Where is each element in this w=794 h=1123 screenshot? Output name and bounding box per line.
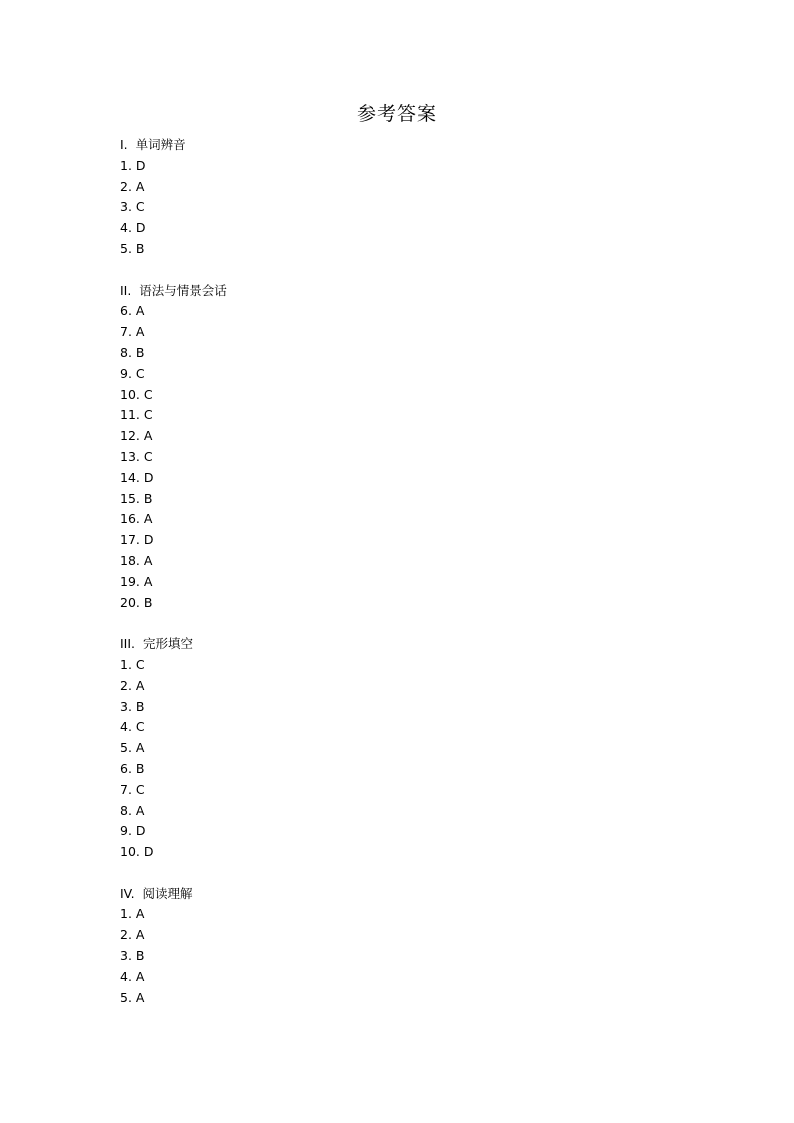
answer-item: 4. A (120, 968, 145, 984)
answer-item: 1. A (120, 906, 145, 922)
section-heading: II. 语法与情景会话 (120, 282, 227, 298)
answer-item: 5. B (120, 240, 145, 256)
answer-item: 4. D (120, 220, 146, 236)
section-spacer (120, 260, 680, 281)
answer-section (120, 884, 680, 1009)
answer-item: 12. A (120, 428, 153, 444)
answer-item: 11. C (120, 407, 153, 423)
answer-item: 18. A (120, 552, 153, 568)
section-spacer (120, 863, 680, 884)
answer-item: 2. A (120, 677, 145, 693)
answer-item: 1. D (120, 157, 146, 173)
answer-item: 9. D (120, 823, 146, 839)
answer-item: 3. B (120, 698, 145, 714)
answer-item: 4. C (120, 719, 145, 735)
section-heading: I. 单词辨音 (120, 137, 186, 152)
answer-section (120, 281, 680, 635)
page-title: 参考答案 (356, 103, 437, 125)
answer-item: 8. B (120, 344, 145, 360)
answer-item: 3. C (120, 199, 145, 215)
answer-item: 16. A (120, 511, 153, 527)
answer-item: 14. D (120, 469, 154, 485)
section-heading: III. 完形填空 (120, 636, 193, 652)
answer-item: 20. B (120, 594, 153, 610)
answer-item: 3. B (120, 948, 145, 964)
answer-item: 10. D (120, 844, 154, 860)
answer-item: 15. B (120, 490, 153, 506)
answer-item: 9. C (120, 365, 145, 381)
answer-section (120, 634, 680, 884)
answer-item: 13. C (120, 448, 153, 464)
answer-item: 5. A (120, 740, 145, 756)
answer-item: 7. C (120, 781, 145, 797)
section-spacer (120, 613, 680, 634)
section-heading: IV. 阅读理解 (120, 885, 193, 901)
answer-item: 1. C (120, 656, 145, 672)
answer-item: 6. B (120, 760, 145, 776)
answer-item: 5. A (120, 989, 145, 1005)
answer-section (120, 135, 680, 281)
answer-item: 2. A (120, 178, 145, 194)
answer-item: 19. A (120, 573, 153, 589)
answer-item: 8. A (120, 802, 145, 818)
answer-item: 7. A (120, 324, 145, 340)
answer-item: 17. D (120, 532, 154, 548)
answer-item: 2. A (120, 927, 145, 943)
answer-item: 10. C (120, 386, 153, 402)
answer-key-content (120, 135, 680, 1008)
answer-item: 6. A (120, 303, 145, 319)
